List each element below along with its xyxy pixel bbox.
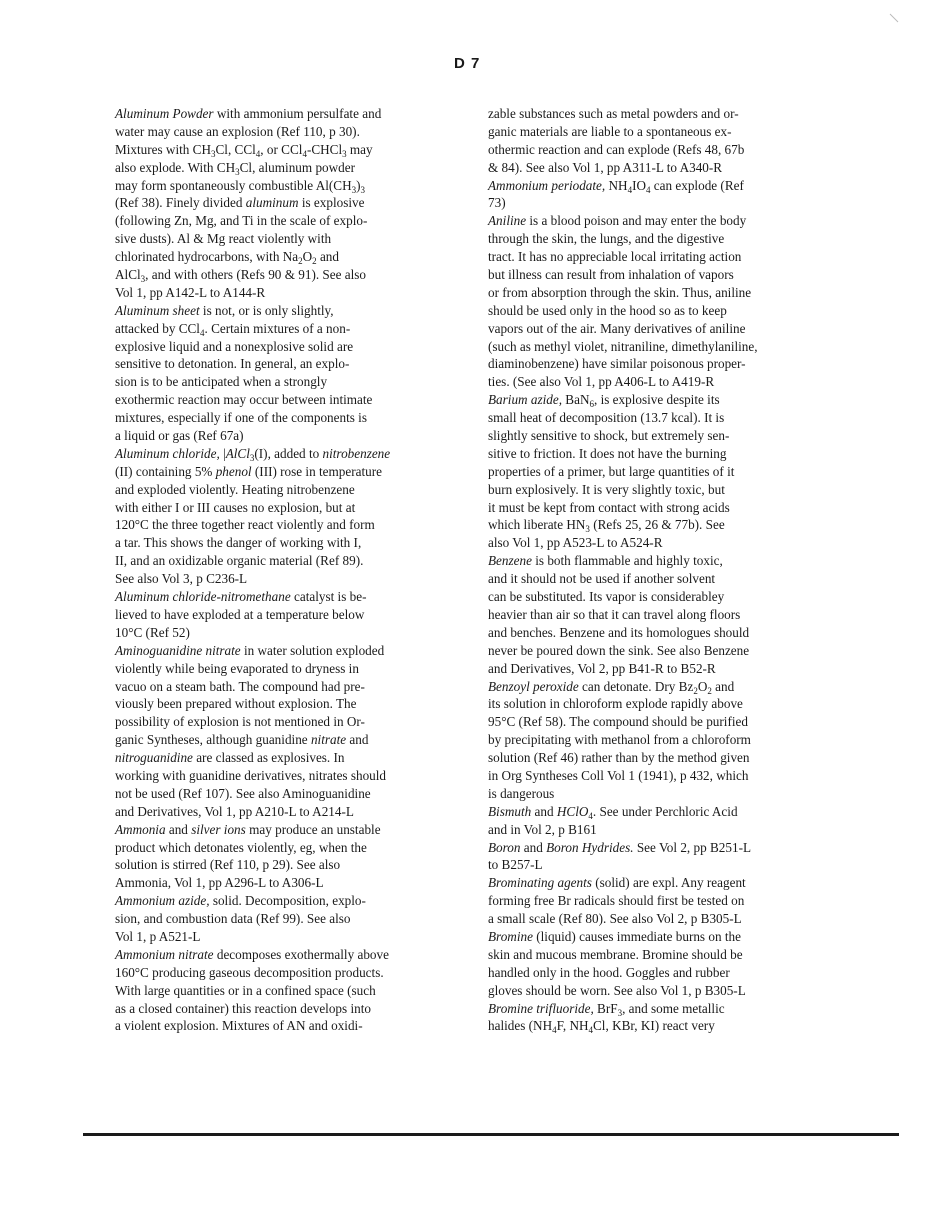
subscript: 4 [552,1025,557,1036]
text-segment: viously been prepared without explosion. The [115,696,357,712]
text-line [488,534,838,552]
text-line [115,141,460,159]
text-line [115,159,460,177]
text-line [488,821,838,839]
text-line [115,570,460,588]
subscript: 3 [360,184,366,195]
text-line [488,1000,838,1018]
text-line [488,928,838,946]
text-segment: may [346,141,373,157]
text-segment: ganic Syntheses, although guanidine [115,732,311,748]
italic-term: nitrate [310,732,347,748]
text-segment: Cl, KBr, KI) react very [593,1018,715,1034]
text-segment: (II) containing 5% [115,463,216,479]
text-line [115,624,460,642]
text-line [488,606,838,624]
text-line [488,499,838,517]
italic-term: HClO [556,803,589,819]
text-segment: burn explosively. It is very slightly toxic, but [488,481,725,497]
text-line [488,731,838,749]
subscript: 4 [588,810,593,821]
text-segment: which liberate HN [488,517,586,533]
text-line [115,481,460,499]
text-line [115,606,460,624]
text-segment: 120°C the three together react violently and form [115,517,375,533]
subscript: 4 [627,184,633,195]
text-line [488,320,838,338]
text-line [115,821,460,839]
text-segment: violently while being evaporated to dryness in [115,660,359,676]
text-segment: (Ref 38). Finely divided [115,195,246,211]
text-line [115,910,460,928]
text-segment: is both flammable and highly toxic, [531,553,723,569]
text-line [115,427,460,445]
text-line [488,588,838,606]
text-segment: and Derivatives, Vol 1, pp A210-L to A214-L [115,803,354,819]
text-segment: tract. It has no appreciable local irritating action [488,249,742,265]
text-line [488,230,838,248]
text-segment: with either I or III causes no explosion, but at [115,499,356,515]
text-segment: a liquid or gas (Ref 67a) [115,428,244,444]
text-line [488,177,838,195]
text-line [115,534,460,552]
text-line [115,302,460,320]
text-line [488,642,838,660]
text-segment: othermic reaction and can explode (Refs 48, 67b [488,141,745,157]
text-line [488,982,838,1000]
text-line [115,856,460,874]
text-line [115,767,460,785]
text-segment: may form spontaneously combustible Al(CH [115,177,352,193]
text-segment: working with guanidine derivatives, nitrates should [115,767,387,783]
italic-term: nitroguanidine [115,750,193,766]
text-segment: and [346,732,369,748]
text-line [488,355,838,373]
italic-term: aluminum [245,195,299,211]
text-line [115,284,460,302]
text-line [488,552,838,570]
text-line [488,964,838,982]
text-segment: II, and an oxidizable organic material (Ref 89). [115,553,364,569]
text-line [115,212,460,230]
subscript: 3 [210,148,216,159]
text-line [488,713,838,731]
text-segment: handled only in the hood. Goggles and rubber [488,964,730,980]
text-line [488,427,838,445]
text-segment: and [711,678,735,694]
text-line [115,463,460,481]
scan-mark-icon [888,12,900,24]
text-line [488,624,838,642]
text-segment: lieved to have exploded at a temperature below [115,606,365,622]
italic-term: Aluminum Powder [115,106,214,121]
text-line [488,391,838,409]
text-segment: -CHCl [306,141,343,157]
text-line [115,1000,460,1018]
text-line [115,678,460,696]
text-segment: AlCl [115,267,141,283]
text-line [115,338,460,356]
italic-term: Barium azide, [488,392,562,408]
text-segment: catalyst is be- [290,589,367,605]
text-segment: a tar. This shows the danger of working with I, [115,535,362,551]
text-segment: solid. Decomposition, explo- [209,893,366,909]
text-line [115,1017,460,1035]
text-line [115,892,460,910]
text-segment: or from absorption through the skin. Thus, aniline [488,284,752,300]
text-line [488,373,838,391]
text-line [488,660,838,678]
text-segment: mixtures, especially if one of the components is [115,410,367,426]
italic-term: Ammonia [115,821,166,837]
subscript: 3 [249,452,255,463]
italic-term: Aluminum sheet [115,302,200,318]
text-line [488,785,838,803]
text-segment: and [316,249,339,265]
text-line [488,194,838,212]
italic-term: nitrobenzene [322,445,391,461]
text-line [115,928,460,946]
subscript: 2 [312,256,317,267]
text-line [115,552,460,570]
italic-term: Boron Hydrides. [546,839,634,855]
text-segment: properties of a primer, but large quantities of it [488,463,735,479]
text-segment: can be substituted. Its vapor is considerabley [488,589,725,605]
text-segment: and [520,839,547,855]
text-segment: is dangerous [488,785,555,801]
italic-term: Aluminum chloride-nitromethane [115,589,291,605]
text-segment: through the skin, the lungs, and the digestive [488,231,725,247]
text-segment: 10°C (Ref 52) [115,624,190,640]
text-line [488,678,838,696]
text-segment: vacuo on a steam bath. The compound had pre- [115,678,365,694]
text-line [488,123,838,141]
text-segment: Cl, CCl [215,141,256,157]
text-segment: never be poured down the sink. See also Benzene [488,642,750,658]
text-line [115,731,460,749]
text-segment: , is explosive despite its [593,392,720,408]
text-line [115,964,460,982]
italic-term: Boron [488,839,521,855]
text-segment: as a closed container) this reaction develops into [115,1000,371,1016]
text-segment: forming free Br radicals should first be tested on [488,893,745,909]
text-segment: chlorinated hydrocarbons, with Na [115,249,299,265]
text-line [488,910,838,928]
text-line [488,105,838,123]
text-segment: (liquid) causes immediate burns on the [532,928,741,944]
text-line [488,463,838,481]
italic-term: AlCl [225,445,250,461]
text-segment: in water solution exploded [240,642,385,658]
italic-term: phenol [215,463,252,479]
subscript: 4 [199,327,205,338]
text-segment: halides (NH [488,1018,553,1034]
text-segment: water may cause an explosion (Ref 110, p 30). [115,123,360,139]
subscript: 3 [235,166,240,177]
text-segment: exothermic reaction may occur between intimate [115,392,373,408]
text-line [488,892,838,910]
text-segment: sensitive to detonation. In general, an explo- [115,356,350,372]
text-line [115,982,460,1000]
text-line [115,499,460,517]
text-segment: (Refs 25, 26 & 77b). See [589,517,725,533]
text-segment: attacked by CCl [115,320,200,336]
text-line [115,445,460,463]
text-segment: slightly sensitive to shock, but extremely sen- [488,428,730,444]
subscript: 2 [298,256,303,267]
text-segment: . Certain mixtures of a non- [204,320,351,336]
text-segment: also explode. With CH [115,159,236,175]
text-line [488,445,838,463]
text-segment: (following Zn, Mg, and Ti in the scale of explo- [115,213,368,229]
subscript: 4 [255,148,261,159]
subscript: 3 [617,1007,623,1018]
text-line [115,946,460,964]
text-segment: (solid) are expl. Any reagent [591,875,746,891]
text-segment: | [223,445,226,461]
text-segment: in Org Syntheses Coll Vol 1 (1941), p 432, which [488,767,749,783]
text-segment: should be used only in the hood so as to keep [488,302,727,318]
text-line [115,355,460,373]
text-line [488,803,838,821]
text-segment: , or CCl [260,141,303,157]
text-line [488,302,838,320]
text-segment: and benches. Benzene and its homologues should [488,624,750,640]
text-line [488,159,838,177]
text-line [488,946,838,964]
text-segment: 95°C (Ref 58). The compound should be purified [488,714,748,730]
text-line [115,785,460,803]
text-segment: (I), added to [254,445,323,461]
text-line [115,874,460,892]
text-line [115,839,460,857]
text-segment: , and with others (Refs 90 & 91). See also [145,267,367,283]
text-line [115,266,460,284]
text-segment: Vol 1, p A521-L [115,928,201,944]
italic-term: Aluminum chloride, [115,445,224,461]
text-segment: With large quantities or in a confined space (such [115,982,376,998]
text-segment: to B257-L [488,857,543,873]
text-segment: Mixtures with CH [115,141,211,157]
text-line [115,248,460,266]
italic-term: Ammonium azide, [115,893,210,909]
text-line [488,481,838,499]
text-line [115,803,460,821]
text-segment: possibility of explosion is not mentioned in Or- [115,714,365,730]
text-segment: small heat of decomposition (13.7 kcal). It is [488,410,725,426]
text-line [488,141,838,159]
text-segment: decomposes exothermally above [213,946,389,962]
text-segment: skin and mucous membrane. Bromine should be [488,946,743,962]
text-line [488,839,838,857]
text-segment: sitive to friction. It does not have the burning [488,445,727,461]
text-line [115,177,460,195]
text-segment: , and some metallic [622,1000,725,1016]
text-segment: (III) rose in temperature [251,463,382,479]
text-line [488,338,838,356]
text-segment: may produce an unstable [245,821,381,837]
text-segment: O [302,249,313,265]
text-segment: Ammonia, Vol 1, pp A296-L to A306-L [115,875,324,891]
subscript: 2 [707,685,712,696]
text-line [488,248,838,266]
text-line [115,713,460,731]
right-column [488,105,838,1035]
text-segment: gloves should be worn. See also Vol 1, p B305-L [488,982,746,998]
italic-term: Benzoyl peroxide [488,678,579,694]
text-segment: IO [632,177,646,193]
text-segment: sive dusts). Al & Mg react violently with [115,231,332,247]
text-segment: sion is to be anticipated when a strongly [115,374,328,390]
text-segment: Vol 1, pp A142-L to A144-R [115,284,266,300]
text-line [115,660,460,678]
italic-term: Aniline [488,213,527,229]
italic-term: Aminoguanidine nitrate [115,642,241,658]
text-line [488,516,838,534]
text-line [115,695,460,713]
text-segment: by precipitating with methanol from a chloroform [488,732,751,748]
text-segment: sion, and combustion data (Ref 99). See also [115,911,351,927]
text-segment: also Vol 1, pp A523-L to A524-R [488,535,663,551]
text-segment: but illness can result from inhalation of vapors [488,267,734,283]
text-segment: 73) [488,195,506,211]
text-segment: (such as methyl violet, nitraniline, dimethylaniline, [488,338,758,354]
italic-term: silver ions [191,821,246,837]
subscript: 3 [140,274,146,285]
text-line [488,1017,838,1035]
subscript: 4 [646,184,651,195]
text-segment: NH [605,177,628,193]
subscript: 3 [342,148,347,159]
text-line [115,516,460,534]
text-segment: is explosive [298,195,365,211]
text-line [115,749,460,767]
text-segment: can explode (Ref [650,177,744,193]
text-line [488,570,838,588]
text-line [488,284,838,302]
text-segment: and it should not be used if another solvent [488,571,716,587]
text-segment: with ammonium persulfate and [213,106,382,121]
text-segment: and in Vol 2, p B161 [488,821,597,837]
text-segment: BrF [593,1000,618,1016]
text-line [488,409,838,427]
text-segment: are classed as explosives. In [192,750,345,766]
italic-term: Benzene [488,553,532,569]
text-segment: heavier than air so that it can travel along floors [488,606,741,622]
text-segment: diaminobenzene) have similar poisonous proper- [488,356,746,372]
text-segment: not be used (Ref 107). See also Aminoguanidine [115,785,371,801]
text-line [488,266,838,284]
text-line [115,373,460,391]
left-column [115,105,460,1035]
text-segment: a violent explosion. Mixtures of AN and oxidi- [115,1018,363,1034]
text-line [488,856,838,874]
text-line [115,391,460,409]
text-line [488,749,838,767]
text-line [115,194,460,212]
text-segment: vapors out of the air. Many derivatives of aniline [488,320,746,336]
subscript: 3 [351,184,357,195]
text-line [488,874,838,892]
text-segment: BaN [562,392,590,408]
text-segment: ganic materials are liable to a spontaneous ex- [488,123,732,139]
italic-term: Ammonium periodate, [488,177,606,193]
text-segment: can detonate. Dry Bz [578,678,694,694]
text-segment: ties. (See also Vol 1, pp A406-L to A419-R [488,374,715,390]
text-line [115,230,460,248]
text-segment: product which detonates violently, eg, when the [115,839,367,855]
text-line [115,123,460,141]
text-segment: 160°C producing gaseous decomposition products. [115,964,384,980]
text-line [488,767,838,785]
text-segment: is not, or is only slightly, [199,302,334,318]
subscript: 3 [585,524,590,535]
text-segment: and exploded violently. Heating nitrobenzene [115,481,355,497]
italic-term: Ammonium nitrate [115,946,214,962]
text-segment: and [531,803,557,819]
italic-term: Bismuth [488,803,532,819]
text-segment: solution (Ref 46) rather than by the method given [488,750,750,766]
text-segment: and [165,821,192,837]
subscript: 4 [588,1025,594,1036]
text-segment: its solution in chloroform explode rapidly above [488,696,743,712]
page-number: D 7 [454,55,481,72]
subscript: 6 [589,399,594,410]
text-line [115,105,460,123]
text-line [115,588,460,606]
text-segment: O [697,678,708,694]
subscript: 4 [302,148,307,159]
text-segment: & 84). See also Vol 1, pp A311-L to A340-R [488,159,723,175]
text-segment: . See under Perchloric Acid [592,803,738,819]
text-segment: See also Vol 3, p C236-L [115,571,248,587]
text-segment: solution is stirred (Ref 110, p 29). See also [115,857,341,873]
text-segment: zable substances such as metal powders and or- [488,106,739,121]
text-line [115,320,460,338]
italic-term: Bromine trifluoride, [488,1000,594,1016]
subscript: 2 [693,685,698,696]
text-segment: and Derivatives, Vol 2, pp B41-R to B52-R [488,660,716,676]
text-segment: See Vol 2, pp B251-L [633,839,752,855]
text-segment: it must be kept from contact with strong acids [488,499,730,515]
text-segment: F, NH [556,1018,589,1034]
italic-term: Brominating agents [488,875,592,891]
text-segment: a small scale (Ref 80). See also Vol 2, p B305-L [488,911,742,927]
italic-term: Bromine [488,928,533,944]
text-segment: explosive liquid and a nonexplosive solid are [115,338,354,354]
text-line [115,409,460,427]
text-line [488,212,838,230]
text-line [488,695,838,713]
text-segment: ) [356,177,361,193]
text-segment: Cl, aluminum powder [239,159,355,175]
footer-rule [83,1133,899,1136]
text-segment: is a blood poison and may enter the body [526,213,747,229]
text-line [115,642,460,660]
